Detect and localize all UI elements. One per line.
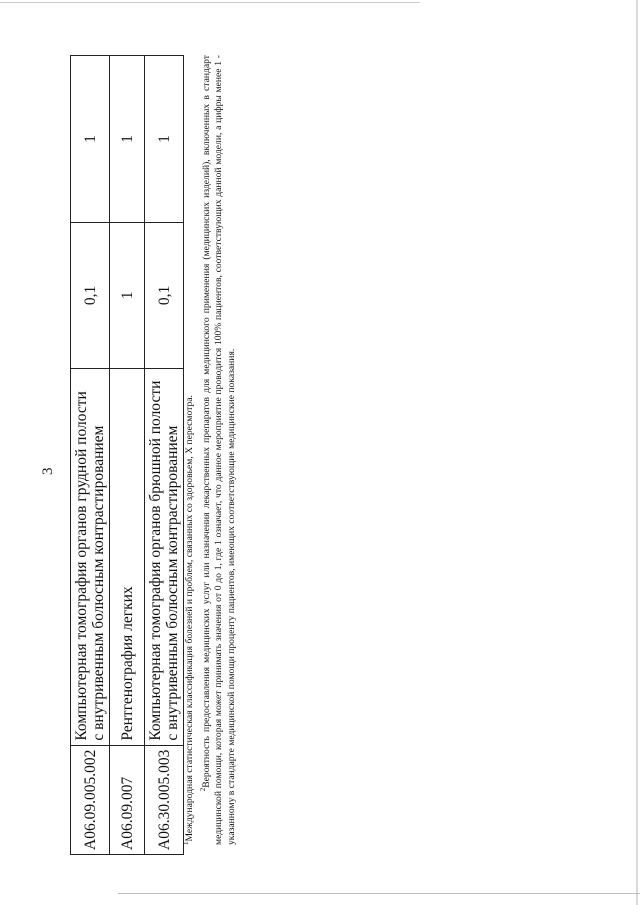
page-number: 3 xyxy=(40,467,56,475)
footnote-mark: 1 xyxy=(182,841,190,845)
service-name-line: с внутривенным болюсным контрастированием xyxy=(90,425,107,741)
service-name-line: с внутривенным болюсным контрастированием xyxy=(164,425,181,741)
service-name xyxy=(145,368,184,745)
service-code: A06.30.005.003 xyxy=(145,745,184,854)
footnote-text: Международная статистическая классификация болезней и проблем, связанных со здоровьем, X пересмотра. xyxy=(184,395,196,842)
service-frequency: 0,1 xyxy=(145,223,184,369)
services-table xyxy=(70,55,184,855)
service-code: A06.09.007 xyxy=(110,745,145,854)
service-multiplicity: 1 xyxy=(145,56,184,223)
table-row xyxy=(71,56,110,855)
footnotes xyxy=(180,55,238,845)
service-code: A06.09.005.002 xyxy=(71,745,110,854)
footnote-text: Вероятность предоставления медицинских услуг или назначения лекарственных препаратов для медицинского применения (медицинских изделий), включенных в стандарт медицинской помощи, которая может принимать значения от 0 до 1, где 1 означает, что данное мероприятие проводится 100% пациентов, соответствующих данной модели, а цифры менее 1 - указанному в стандарте медицинской помощи проценту пациентов, имеющих соответствующие медицинские показания. xyxy=(200,55,237,845)
table-row xyxy=(145,56,184,855)
footnote-mark: 2 xyxy=(198,787,207,792)
footnote-1 xyxy=(180,55,197,845)
service-name xyxy=(110,368,145,745)
footnote-2 xyxy=(197,55,239,845)
service-name-line: Компьютерная томография органов грудной полости xyxy=(73,391,90,741)
table-row xyxy=(110,56,145,855)
service-name-line: Рентгенография легких xyxy=(118,586,136,741)
service-name-line: Компьютерная томография органов брюшной полости xyxy=(147,380,164,741)
service-name xyxy=(71,368,110,745)
service-frequency: 1 xyxy=(110,223,145,369)
service-multiplicity: 1 xyxy=(110,56,145,223)
service-multiplicity: 1 xyxy=(71,56,110,223)
service-frequency: 0,1 xyxy=(71,223,110,369)
